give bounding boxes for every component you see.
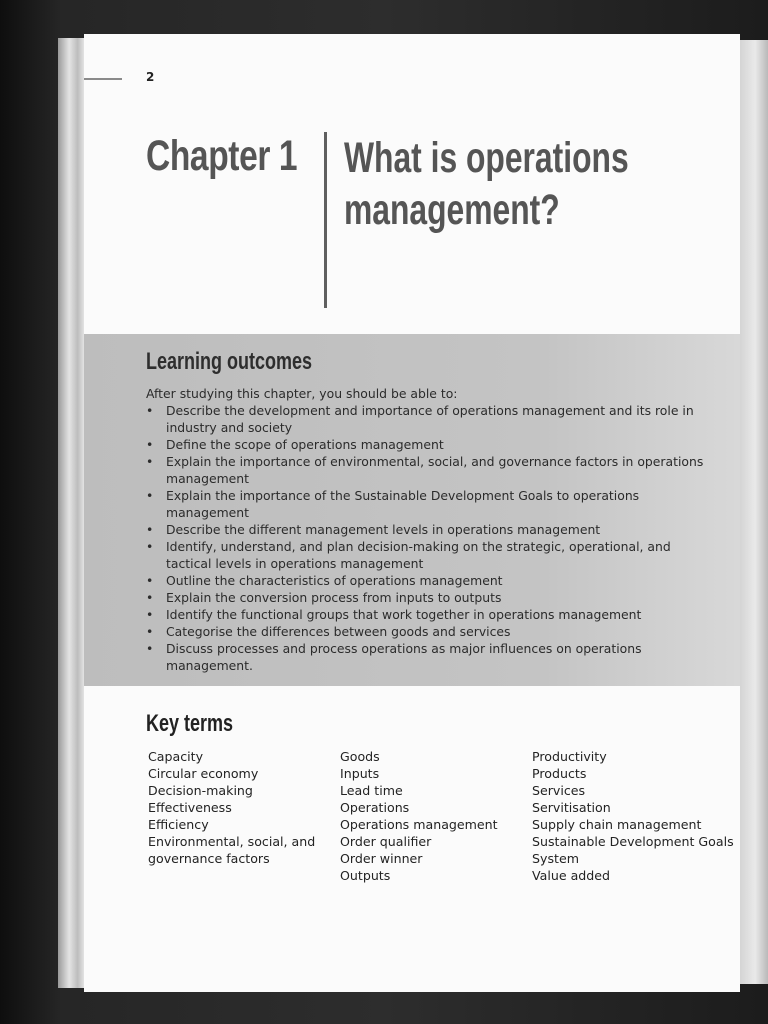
bullet: • bbox=[146, 607, 154, 622]
key-term: Capacity bbox=[148, 749, 204, 764]
bullet: • bbox=[146, 454, 154, 469]
bullet: • bbox=[146, 641, 154, 656]
page-stack-edge bbox=[58, 38, 86, 988]
learning-outcome-item: • Describe the different management levels in operations management bbox=[146, 522, 601, 537]
page-number-rule bbox=[84, 78, 122, 80]
key-term: Operations management bbox=[340, 817, 498, 832]
key-term: Effectiveness bbox=[148, 800, 232, 815]
key-terms-column-2 bbox=[340, 748, 498, 884]
key-term: Lead time bbox=[340, 783, 403, 798]
learning-outcome-item: • Explain the importance of environmental, social, and governance factors in operations management bbox=[146, 454, 704, 486]
learning-outcomes-heading: Learning outcomes bbox=[146, 348, 313, 375]
key-term: Supply chain management bbox=[532, 817, 702, 832]
key-term: Productivity bbox=[532, 749, 607, 764]
learning-outcome-item: • Categorise the differences between goods and services bbox=[146, 624, 511, 639]
key-terms-column-1 bbox=[148, 748, 334, 867]
key-term: Environmental, social, and governance factors bbox=[148, 834, 316, 866]
bullet: • bbox=[146, 590, 154, 605]
facing-page-edge bbox=[736, 40, 768, 984]
key-term: Servitisation bbox=[532, 800, 611, 815]
key-terms-heading: Key terms bbox=[146, 710, 234, 737]
learning-outcomes-box bbox=[84, 334, 740, 686]
title-divider bbox=[324, 132, 327, 308]
page-number: 2 bbox=[146, 70, 155, 84]
learning-outcome-item: • Define the scope of operations management bbox=[146, 437, 444, 452]
key-term: Goods bbox=[340, 749, 380, 764]
key-term: Efficiency bbox=[148, 817, 209, 832]
bullet: • bbox=[146, 488, 154, 503]
key-term: Products bbox=[532, 766, 587, 781]
key-term: Circular economy bbox=[148, 766, 259, 781]
book-page bbox=[84, 34, 740, 992]
bullet: • bbox=[146, 573, 154, 588]
key-term: Inputs bbox=[340, 766, 380, 781]
key-term: Outputs bbox=[340, 868, 391, 883]
learning-outcome-item: • Discuss processes and process operations as major influences on operations management. bbox=[146, 641, 642, 673]
bullet: • bbox=[146, 539, 154, 554]
key-term: Value added bbox=[532, 868, 611, 883]
bullet: • bbox=[146, 624, 154, 639]
key-term: Services bbox=[532, 783, 586, 798]
key-term: Decision-making bbox=[148, 783, 253, 798]
key-term: Order qualifier bbox=[340, 834, 432, 849]
key-term: Operations bbox=[340, 800, 410, 815]
key-terms-column-3 bbox=[532, 748, 734, 884]
bullet: • bbox=[146, 437, 154, 452]
learning-outcome-item: • Describe the development and importance of operations management and its role in industry and society bbox=[146, 403, 694, 435]
learning-outcome-item: • Identify the functional groups that work together in operations management bbox=[146, 607, 642, 622]
learning-outcomes-list bbox=[146, 402, 706, 674]
learning-outcomes-intro: After studying this chapter, you should be able to: bbox=[146, 386, 458, 401]
learning-outcome-item: • Explain the importance of the Sustainable Development Goals to operations management bbox=[146, 488, 640, 520]
learning-outcome-item: • Outline the characteristics of operations management bbox=[146, 573, 503, 588]
bullet: • bbox=[146, 403, 154, 418]
key-term: Sustainable Development Goals bbox=[532, 834, 734, 849]
learning-outcome-item: • Explain the conversion process from inputs to outputs bbox=[146, 590, 502, 605]
bullet: • bbox=[146, 522, 154, 537]
chapter-label: Chapter 1 bbox=[146, 132, 298, 180]
learning-outcome-item: • Identify, understand, and plan decision-making on the strategic, operational, and tactical levels in operations management bbox=[146, 539, 671, 571]
key-term: System bbox=[532, 851, 579, 866]
key-term: Order winner bbox=[340, 851, 423, 866]
chapter-title: What is operations management? bbox=[344, 134, 629, 234]
